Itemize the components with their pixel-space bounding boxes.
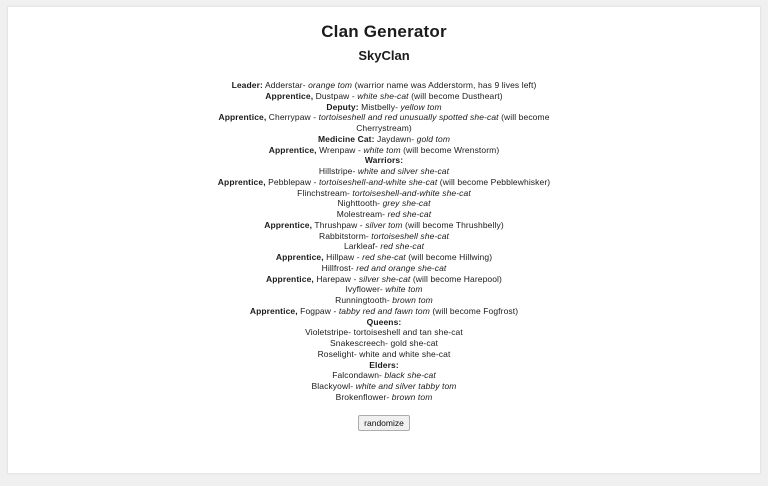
roster-text-segment: yellow tom <box>400 101 442 112</box>
roster-text-segment: tortoiseshell-and-white she-cat <box>318 176 438 187</box>
roster-line-warrior-5 <box>194 231 574 242</box>
roster-line-warrior-9-apprentice <box>194 306 574 317</box>
roster-text-segment: brown tom <box>391 391 433 402</box>
generator-card <box>7 6 761 474</box>
roster-line-elders-heading <box>194 360 574 371</box>
roster-text-segment: Brokenflower- <box>335 391 392 402</box>
roster-line-medicine-cat <box>194 134 574 145</box>
roster-text-segment: (will become Wrenstorm) <box>400 144 500 155</box>
roster-text-segment: Violetstripe- tortoiseshell and tan she-cat <box>305 327 463 338</box>
roster-text-segment: Apprentice, <box>264 219 313 230</box>
roster-text-segment: (will become Dustheart) <box>408 90 503 101</box>
roster-text-segment: Molestream- <box>336 209 388 219</box>
roster-text-segment: silver tom <box>365 219 403 230</box>
roster-text-segment: Apprentice, <box>275 252 324 262</box>
roster-text-segment: Apprentice, <box>266 273 314 284</box>
roster-line-queen-1 <box>194 327 574 338</box>
roster-line-warrior-3 <box>194 198 574 209</box>
roster-text-segment: Leader: <box>231 80 263 90</box>
roster-text-segment: white she-cat <box>357 90 409 101</box>
roster-text-segment: tortoiseshell-and-white she-cat <box>352 187 471 198</box>
roster-line-warrior-1 <box>194 166 574 177</box>
roster-text-segment: (will become Hillwing) <box>405 252 493 262</box>
roster-text-segment: Nighttooth- <box>337 198 383 209</box>
roster-line-warrior-1-apprentice <box>194 177 574 188</box>
roster-text-segment: (warrior name was Adderstorm, has 9 lives left) <box>352 80 537 90</box>
roster-text-segment: Ivyflower- <box>345 284 386 295</box>
roster-text-segment: Apprentice, <box>265 90 314 101</box>
roster-text-segment: Pebblepaw - <box>265 176 319 187</box>
roster-text-segment: Flinchstream- <box>297 187 353 198</box>
roster-line-warrior-4-apprentice <box>194 220 574 231</box>
roster-text-segment: Warriors: <box>364 155 404 166</box>
roster-text-segment: (will become Pebblewhisker) <box>437 176 551 187</box>
roster-text-segment: Apprentice, <box>249 305 298 316</box>
roster-text-segment: Apprentice, <box>217 176 266 187</box>
roster-text-segment: red she-cat <box>387 209 432 219</box>
roster-text-segment: gold tom <box>416 133 451 144</box>
roster-text-segment: Snakescreech- gold she-cat <box>330 338 438 348</box>
roster-line-queens-heading <box>194 317 574 328</box>
roster-text-segment: (will become Harepool) <box>410 273 502 284</box>
roster-text-segment: Elders: <box>369 359 399 370</box>
roster-text-segment: red and orange she-cat <box>356 262 447 273</box>
roster-text-segment: Fogpaw - <box>297 305 339 316</box>
controls <box>8 413 760 431</box>
roster-line-warrior-2 <box>194 188 574 199</box>
roster-text-segment: tortoiseshell and red unusually spotted she-cat <box>318 112 499 123</box>
roster-line-warrior-6-apprentice <box>194 252 574 263</box>
roster-text-segment: Deputy: <box>326 101 359 112</box>
page-title: Clan Generator <box>321 22 447 41</box>
roster-text-segment: (will become Fogfrost) <box>429 305 519 316</box>
roster-text-segment: Jaydawn- <box>374 133 417 144</box>
roster-line-elder-2 <box>194 381 574 392</box>
roster-text-segment: Rabbitstorm- <box>318 230 372 241</box>
roster-line-queen-3 <box>194 349 574 360</box>
roster <box>194 80 574 403</box>
roster-text-segment: (will become Cherrystream) <box>356 112 550 133</box>
roster-text-segment: (will become Thrushbelly) <box>402 219 504 230</box>
roster-line-warrior-4 <box>194 209 574 220</box>
roster-text-segment: Larkleaf- <box>343 241 381 252</box>
roster-text-segment: red she-cat <box>380 241 425 252</box>
roster-line-warrior-8 <box>194 284 574 295</box>
roster-text-segment: Dustpaw - <box>313 90 358 101</box>
roster-text-segment: grey she-cat <box>382 198 431 209</box>
roster-text-segment: white tom <box>363 144 401 155</box>
roster-text-segment: Runningtooth- <box>335 295 393 305</box>
roster-line-warrior-6 <box>194 241 574 252</box>
roster-line-leader-apprentice <box>194 91 574 102</box>
roster-line-deputy <box>194 102 574 113</box>
randomize-button[interactable]: randomize <box>358 415 410 431</box>
roster-line-medicine-cat-apprentice <box>194 145 574 156</box>
roster-text-segment: Apprentice, <box>218 112 267 123</box>
roster-text-segment: red she-cat <box>362 252 406 262</box>
roster-line-warrior-7 <box>194 263 574 274</box>
roster-text-segment: Hillfrost- <box>321 262 357 273</box>
roster-line-leader <box>194 80 574 91</box>
roster-text-segment: brown tom <box>392 295 433 305</box>
roster-text-segment: Blackyowl- <box>311 381 356 391</box>
roster-text-segment: Falcondawn- <box>332 370 385 381</box>
roster-line-warriors-heading <box>194 155 574 166</box>
roster-text-segment: silver she-cat <box>358 273 411 284</box>
roster-text-segment: Harepaw - <box>313 273 359 284</box>
roster-text-segment: Apprentice, <box>268 144 317 155</box>
roster-line-elder-3 <box>194 392 574 403</box>
roster-text-segment: orange tom <box>308 80 353 90</box>
roster-text-segment: tabby red and fawn tom <box>338 305 430 316</box>
roster-text-segment: Queens: <box>366 316 402 327</box>
roster-line-warrior-9 <box>194 295 574 306</box>
roster-text-segment: Hillstripe- <box>318 166 358 176</box>
roster-text-segment: Thrushpaw - <box>312 219 366 230</box>
roster-text-segment: Wrenpaw - <box>316 144 364 155</box>
roster-text-segment: Medicine Cat: <box>317 133 375 144</box>
roster-line-elder-1 <box>194 370 574 381</box>
roster-text-segment: Roselight- white and white she-cat <box>317 348 451 359</box>
roster-text-segment: white and silver tabby tom <box>355 381 457 391</box>
roster-text-segment: black she-cat <box>384 370 436 381</box>
roster-line-warrior-7-apprentice <box>194 274 574 285</box>
roster-line-deputy-apprentice <box>194 112 574 134</box>
roster-text-segment: white and silver she-cat <box>357 166 450 176</box>
roster-text-segment: tortoiseshell she-cat <box>371 230 449 241</box>
roster-line-queen-2 <box>194 338 574 349</box>
clan-name-heading: SkyClan <box>358 48 410 63</box>
roster-text-segment: Adderstar- <box>262 80 309 90</box>
roster-text-segment: white tom <box>385 284 423 295</box>
roster-text-segment: Hillpaw - <box>323 252 363 262</box>
roster-text-segment: Mistbelly- <box>358 101 401 112</box>
roster-text-segment: Cherrypaw - <box>266 112 319 123</box>
